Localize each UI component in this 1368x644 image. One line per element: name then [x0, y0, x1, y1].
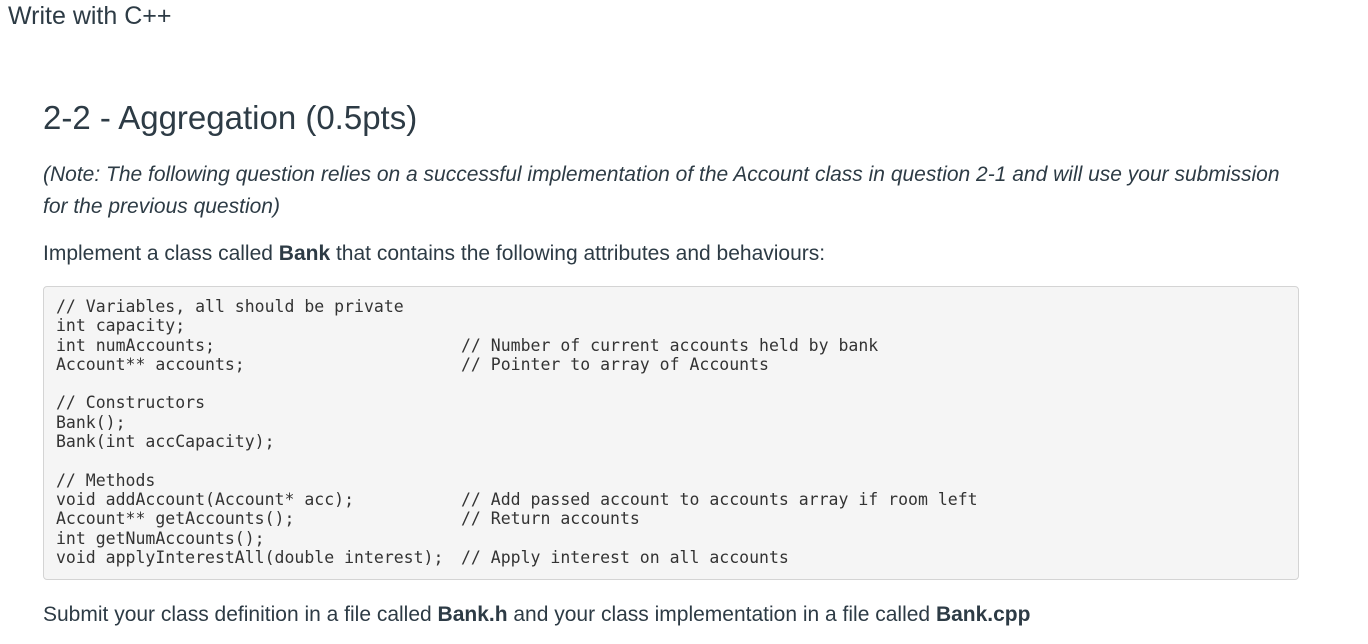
code-text	[56, 374, 461, 393]
code-line	[56, 393, 1286, 412]
submit-source-file: Bank.cpp	[935, 603, 1031, 626]
code-comment: // Add passed account to accounts array if room left	[461, 489, 978, 509]
code-line	[56, 451, 1286, 470]
intro-text-after: that contains the following attributes and behaviours:	[330, 242, 826, 265]
code-text: void addAccount(Account* acc);	[56, 489, 355, 509]
code-text: void applyInterestAll(double interest);	[56, 547, 444, 567]
code-text: int capacity;	[56, 316, 186, 336]
prompt-text: Write with C++	[8, 2, 172, 30]
code-line	[56, 336, 1286, 355]
code-line	[56, 529, 1286, 548]
code-line	[56, 316, 1286, 335]
code-text: int numAccounts;	[56, 335, 215, 355]
code-line	[56, 413, 1286, 432]
code-line	[56, 355, 1286, 374]
code-comment: // Apply interest on all accounts	[461, 547, 789, 567]
code-text: // Constructors	[56, 393, 206, 413]
code-text: Account** accounts;	[56, 354, 245, 374]
code-line	[56, 548, 1286, 567]
code-text: // Variables, all should be private	[56, 297, 404, 316]
code-line	[56, 374, 1286, 393]
submit-header-file: Bank.h	[437, 603, 508, 626]
code-text: Bank(int accCapacity);	[56, 432, 275, 452]
code-text	[56, 451, 461, 470]
code-comment: // Number of current accounts held by bank	[461, 335, 879, 355]
code-line	[56, 471, 1286, 490]
code-line	[56, 432, 1286, 451]
code-line	[56, 509, 1286, 528]
question-note: (Note: The following question relies on a successful implementation of the Account class in question 2-1 and will use your submission for the previous question)	[43, 163, 1280, 218]
submit-text-1: Submit your class definition in a file called	[43, 603, 438, 626]
question-title: 2-2 - Aggregation (0.5pts)	[43, 99, 418, 136]
intro-text-before: Implement a class called	[43, 242, 279, 265]
code-text: Account** getAccounts();	[56, 509, 295, 529]
code-line	[56, 297, 1286, 316]
intro-class-name: Bank	[278, 242, 331, 265]
code-block	[43, 286, 1299, 580]
code-comment: // Return accounts	[461, 509, 640, 529]
submit-instructions	[43, 600, 1030, 630]
code-text: int getNumAccounts();	[56, 528, 265, 548]
question-intro	[43, 239, 825, 269]
code-text: // Methods	[56, 470, 156, 490]
code-comment: // Pointer to array of Accounts	[461, 354, 769, 374]
submit-text-2: and your class implementation in a file called	[507, 603, 936, 626]
code-text: Bank();	[56, 412, 126, 432]
code-line	[56, 490, 1286, 509]
